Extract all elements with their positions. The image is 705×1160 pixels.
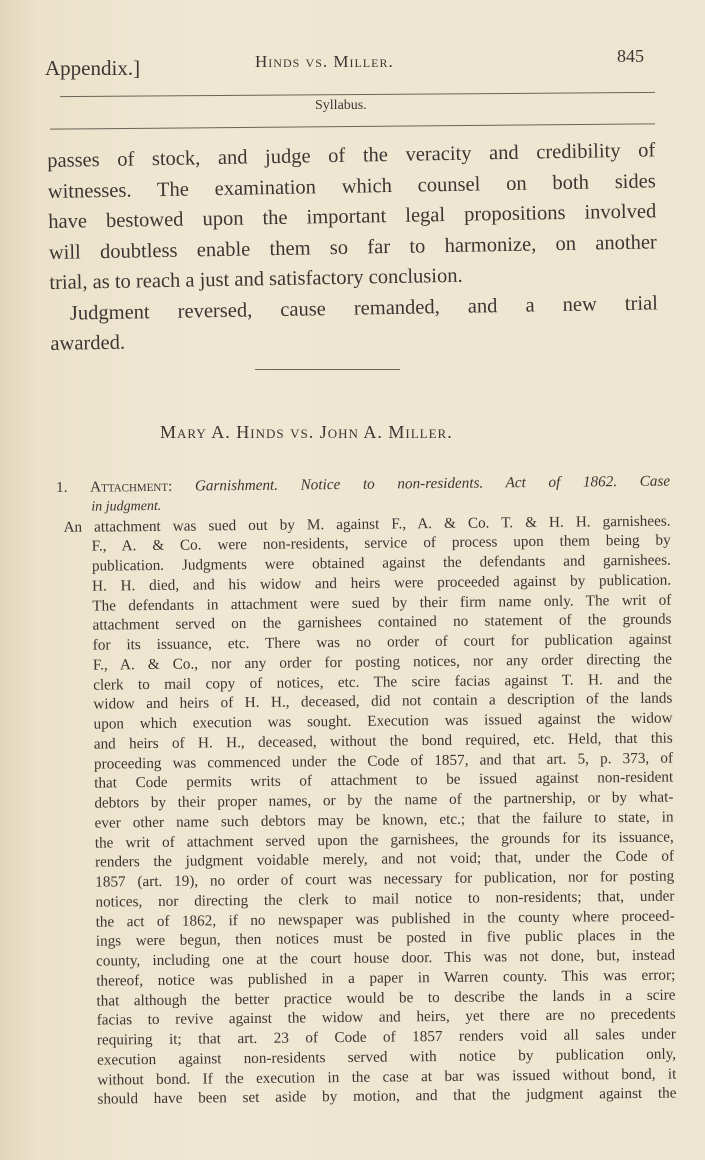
syllabus-line: An attachment was sued out by M. against F., A. & Co. T. & H. H. garnishees. xyxy=(63,512,671,536)
syllabus-line: requiring it; that art. 23 of Code of 1857 renders void all sales under xyxy=(96,1025,676,1049)
text-line: Judgment reversed, cause remanded, and a new trial xyxy=(69,291,659,325)
syllabus-line: renders the judgment voidable merely, and not void; that, under the Code of xyxy=(94,847,675,871)
syllabus-line: thereof, notice was published in a paper in Warren county. This was error; xyxy=(96,966,676,990)
syllabus-line: for its issuance, etc. There was no order of court for publication against xyxy=(92,630,672,654)
syllabus-line: the act of 1862, if no newspaper was published in the county where proceed- xyxy=(95,907,675,931)
syllabus-line: execution against non-residents served with notice by publication only, xyxy=(97,1045,677,1069)
text-line: will doubtless enable them so far to harmonize, on another xyxy=(48,230,657,264)
syllabus-line: 1857 (art. 19), no order of court was necessary for publication, nor for posting xyxy=(95,867,675,891)
running-head-title: Hinds vs. Miller. xyxy=(255,52,394,71)
continued-text xyxy=(47,135,659,359)
syllabus-line: proceeding was commenced under the Code of 1857, and that art. 5, p. 373, of xyxy=(93,749,674,773)
syllabus-line: debtors by their proper names, or by the name of the partnership, or by what- xyxy=(94,788,674,812)
syllabus-line: clerk to mail copy of notices, etc. The scire facias against T. H. and the xyxy=(93,670,673,694)
case-title: Mary A. Hinds vs. John A. Miller. xyxy=(160,422,453,442)
page-number: 845 xyxy=(617,46,644,66)
separator-rule xyxy=(255,369,400,370)
text-line: passes of stock, and judge of the veracity and credibility of xyxy=(47,139,656,172)
syllabus-line: that Code permits writs of attachment to be issued against non-resident xyxy=(94,768,674,792)
syllabus-line: without bond. If the execution in the case at bar was issued without bond, it xyxy=(97,1065,677,1089)
syllabus-line: H. H. died, and his widow and heirs were proceeded against by publication. xyxy=(92,571,672,595)
syllabus-line: that although the better practice would be to describe the lands in a scire xyxy=(96,986,676,1010)
headnote: 1. Attachment: Garnishment. Notice to non-residents. Act of 1862. Case xyxy=(56,472,671,496)
section-label: Syllabus. xyxy=(315,98,367,113)
syllabus-line: should have been set aside by motion, and that the judgment against the xyxy=(97,1084,677,1108)
syllabus-line: ever other name such debtors may be known, etc.; that the failure to state, in xyxy=(94,808,674,832)
text-line: witnesses. The examination which counsel on both sides xyxy=(47,169,656,203)
text-line: trial, as to reach a just and satisfactory conclusion. xyxy=(49,264,463,294)
syllabus-line: F., A. & Co. were non-residents, service of process upon them being by xyxy=(91,531,671,555)
headnote-cont: in judgment. xyxy=(91,498,162,515)
text-line: have bestowed upon the important legal propositions involved xyxy=(48,200,657,233)
syllabus-line: F., A. & Co., nor any order for posting notices, nor any order directing the xyxy=(92,650,673,674)
syllabus-line: attachment served on the garnishees contained no statement of the grounds xyxy=(92,610,672,634)
syllabus-line: notices, nor directing the clerk to mail notice to non-residents; that, under xyxy=(95,887,675,911)
syllabus-line: The defendants in attachment were sued by their firm name only. The writ of xyxy=(92,591,672,615)
syllabus-line: upon which execution was sought. Execution was issued against the widow xyxy=(93,709,673,733)
syllabus xyxy=(56,472,677,1110)
syllabus-line: and heirs of H. H., deceased, without the bond required, etc. Held, that this xyxy=(93,729,673,753)
syllabus-line: widow and heirs of H. H., deceased, did not contain a description of the lands xyxy=(93,689,673,713)
syllabus-line: county, including one at the court house door. This was not done, but, instead xyxy=(95,946,676,970)
syllabus-line: ings were begun, then notices must be posted in five public places in the xyxy=(95,926,675,950)
section-rule xyxy=(50,123,655,129)
text-line: awarded. xyxy=(50,331,126,355)
syllabus-line: the writ of attachment served upon the garnishees, the grounds for its issuance, xyxy=(94,828,674,852)
syllabus-line: facias to revive against the widow and heirs, yet there are no precedents xyxy=(96,1005,676,1029)
running-head-left: Appendix.] xyxy=(45,56,141,80)
syllabus-line: publication. Judgments were obtained against the defendants and garnishees. xyxy=(91,551,671,575)
header-rule xyxy=(60,92,655,97)
